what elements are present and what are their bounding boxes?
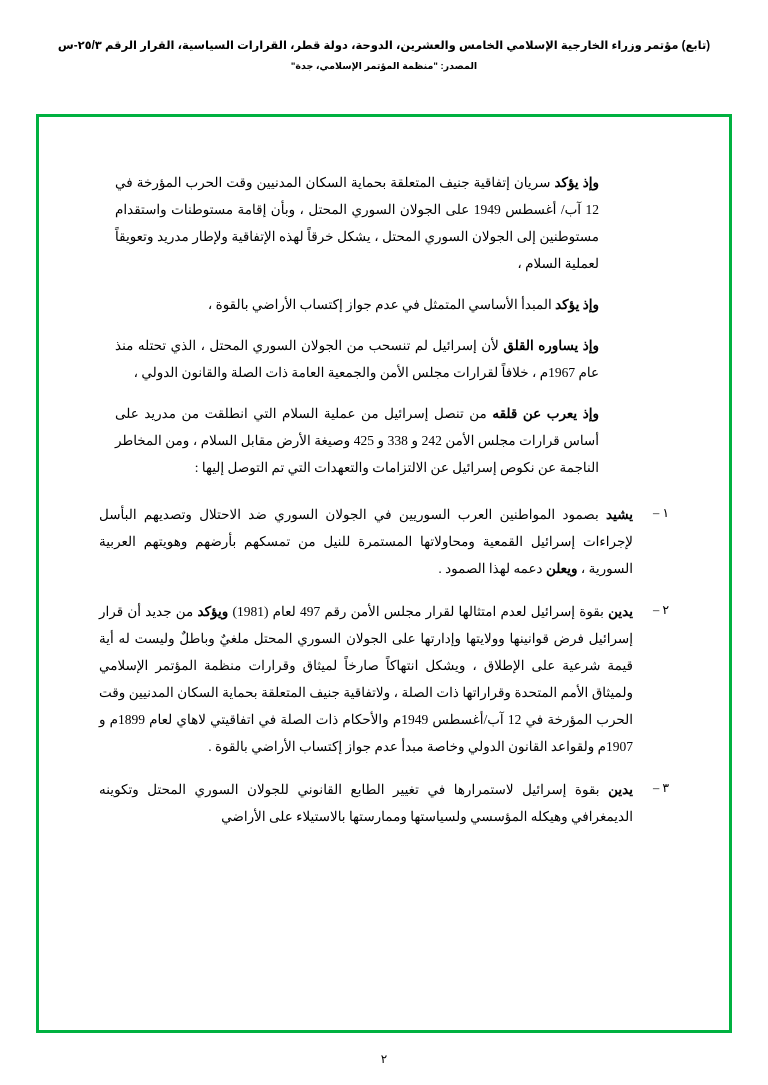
list-item-lead-secondary: ويعلن <box>545 561 578 576</box>
page-number: ٢ <box>380 1052 388 1066</box>
list-item-text: بصمود المواطنين العرب السوريين في الجولان السوري ضد الاحتلال وتصديهم البأسل لإجراءات إسرائيل القمعية ومحاولاتها المستمرة للنيل من تمسكهم بأرضهم وهويتهم العربية السورية ، <box>99 507 633 576</box>
paragraph-1-text: سريان إتفاقية جنيف المتعلقة بحماية السكان المدنيين وقت الحرب المؤرخة في 12 آب/ أغسطس 1949 على الجولان السوري المحتل ، وبأن إقامة مستوطنات واستقدام مستوطنين إلى الجولان السوري المحتل ، يشكل خرقاً لهذه الإتفاقية ولإطار مدريد وتعويقاً لعملية السلام ، <box>115 175 599 271</box>
header-source-line: المصدر: "منظمة المؤتمر الإسلامي، جدة" <box>290 61 478 72</box>
list-item-text: بقوة إسرائيل لاستمرارها في تغيير الطابع القانوني للجولان السوري المحتل وتكوينه الديمغرافي وهيكله المؤسسي ولسياستها وممارستها بالاستيلاء على الأراضي <box>99 782 633 824</box>
paragraph-2 <box>79 291 689 318</box>
list-item-lead: يدين <box>608 604 633 619</box>
paragraph-4-text: من تنصل إسرائيل من عملية السلام التي انطلقت من مدريد على أساس قرارات مجلس الأمن 242 و 338 و 425 وصيغة الأرض مقابل السلام ، ومن المخاطر الناجمة عن نكوص إسرائيل عن الالتزامات والتعهدات التي تم التوصل إليها : <box>115 406 599 475</box>
numbered-clause-list <box>79 501 689 830</box>
list-item <box>79 598 689 760</box>
list-item-text: بقوة إسرائيل لعدم امتثالها لقرار مجلس الأمن رقم 497 لعام (1981) <box>228 604 609 619</box>
document-body <box>79 169 689 1010</box>
paragraph-3 <box>79 332 689 386</box>
list-item-body <box>79 776 633 830</box>
paragraph-3-lead: وإذ يساوره القلق <box>503 338 599 353</box>
list-item-marker: ٣ – <box>652 781 670 795</box>
paragraph-4 <box>79 400 689 481</box>
list-item-lead: يشيد <box>606 507 633 522</box>
list-item-lead-secondary: ويؤكد <box>197 604 229 619</box>
paragraph-1-lead: وإذ يؤكد <box>554 175 599 190</box>
page-footer <box>0 1052 768 1067</box>
list-item <box>79 776 689 830</box>
list-item-body <box>79 501 633 582</box>
list-item-text-secondary: دعمه لهذا الصمود . <box>438 561 546 576</box>
paragraph-4-lead: وإذ يعرب عن قلقه <box>492 406 599 421</box>
list-item-body <box>79 598 633 760</box>
list-item-lead: يدين <box>608 782 633 797</box>
page-header <box>0 0 768 72</box>
paragraph-3-text: لأن إسرائيل لم تنسحب من الجولان السوري المحتل ، الذي تحتله منذ عام 1967م ، خلافاً لقرارات مجلس الأمن والجمعية العامة ذات الصلة والقانون الدولي ، <box>115 338 599 380</box>
header-conference-title: (تابع) مؤتمر وزراء الخارجية الإسلامي الخامس والعشرين، الدوحة، دولة قطر، القرارات السياسية، القرار الرقم ٢٥/٣-س <box>57 40 711 52</box>
list-item-text-secondary: من جديد أن قرار إسرائيل فرض قوانينها وولايتها وإدارتها على الجولان السوري المحتل ملغيٌ وباطلٌ وليست له أية قيمة شرعية على الإطلاق ، ويشكل انتهاكاً صارخاً لميثاق وقرارات منظمة المؤتمر الإسلامي ولميثاق الأمم المتحدة وقراراتها ذات الصلة ، ولاتفاقية جنيف المتعلقة بحماية السكان المدنيين وقت الحرب المؤرخة في 12 آب/أغسطس 1949م والأحكام ذات الصلة في اتفاقيتي لاهاي لعام 1899م و 1907م ولقواعد القانون الدولي وخاصة مبدأ عدم جواز إكتساب الأراضي بالقوة . <box>99 604 633 754</box>
list-item-marker: ٢ – <box>652 603 670 617</box>
paragraph-2-text: المبدأ الأساسي المتمثل في عدم جواز إكتساب الأراضي بالقوة ، <box>207 297 556 312</box>
paragraph-2-lead: وإذ يؤكد <box>555 297 599 312</box>
list-item-marker: ١ – <box>652 506 670 520</box>
paragraph-1 <box>79 169 689 277</box>
list-item <box>79 501 689 582</box>
green-border-frame <box>36 114 732 1033</box>
